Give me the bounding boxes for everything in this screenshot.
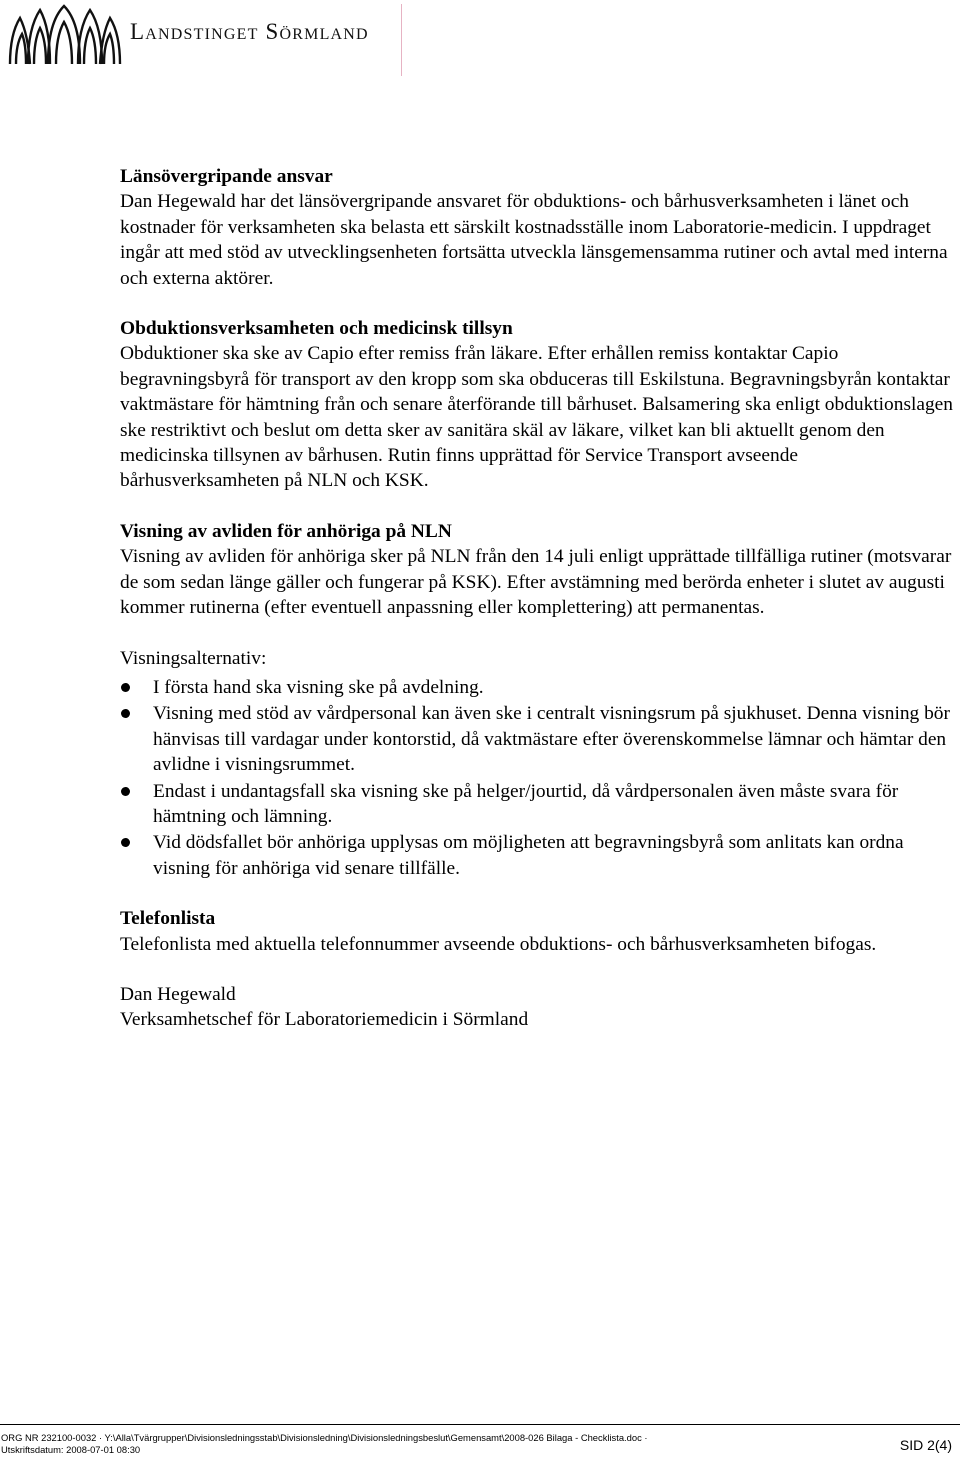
section-visning: [120, 519, 960, 621]
section-text: Obduktioner ska ske av Capio efter remiss från läkare. Efter erhållen remiss kontaktar Capio begravningsbyrå för transport av den kropp som ska obduceras till Eskilstuna. Begravningsbyrån kontaktar vaktmästare för hämtning från och senare återförande till bårhuset. Balsamering ska enligt obduktionslagen ske restriktivt och beslut om detta sker av sanitära skäl av läkare, vilket kan bli aktuellt genom den medicinska tillsynen av bårhusen. Rutin finns upprättad för Service Transport avseende bårhusverksamheten på NLN och KSK.: [120, 343, 953, 492]
section-lansovergripande: [120, 164, 960, 291]
signature-name: Dan Hegewald: [120, 983, 236, 1005]
bullet-list: [120, 675, 960, 881]
section-heading: Telefonlista: [120, 908, 216, 930]
org-name: Landstinget Sörmland: [130, 19, 369, 44]
footer-path: ORG NR 232100-0032 · Y:\Alla\Tvärgrupper\Divisionsledningsstab\Divisionsledning\Divisionsledningsbeslut\Gemensamt\2008-026 Bilaga - Checklista.doc ·: [1, 1432, 648, 1443]
document-body: [120, 164, 960, 1033]
section-visningsalternativ: [120, 646, 960, 882]
section-text: Visning av avliden för anhöriga sker på NLN från den 14 juli enligt upprättade tillfälliga rutiner (motsvarar de som sedan länge gäller och fungerar på KSK). Efter avstämning med berörda enheter i slutet av augusti kommer rutinerna (efter eventuell anpassning eller komplettering) att permanentas.: [120, 546, 952, 619]
bullet-icon: [121, 838, 130, 847]
list-item: Endast i undantagsfall ska visning ske på helger/jourtid, då vårdpersonalen även måste svara för hämtning och lämning.: [120, 779, 960, 830]
list-item: I första hand ska visning ske på avdelning.: [120, 675, 960, 700]
section-heading: Länsövergripande ansvar: [120, 166, 333, 187]
section-obduktion: [120, 316, 960, 494]
bullet-icon: [121, 787, 130, 796]
list-item: Visning med stöd av vårdpersonal kan även ske i centralt visningsrum på sjukhuset. Denna visning bör hänvisas till vardagar under kontorstid, då vaktmästare efter överenskommelse lämnar och hämtar den avlidne i visningsrummet.: [120, 701, 960, 777]
section-text: Dan Hegewald har det länsövergripande ansvaret för obduktions- och bårhusverksamheten i länet och kostnader för verksamheten ska belasta ett särskilt kostnadsställe inom Laboratorie-medicin. I uppdraget ingår att med stöd av utvecklingsenheten fortsätta utveckla länsgemensamma rutiner och avtal med interna och externa aktörer.: [120, 191, 948, 289]
section-heading: Visning av avliden för anhöriga på NLN: [120, 520, 452, 542]
footer-meta: [1, 1432, 648, 1456]
bullet-icon: [121, 683, 130, 692]
footer-print-date: Utskriftsdatum: 2008-07-01 08:30: [1, 1444, 141, 1455]
page-number: SID 2(4): [899, 1437, 952, 1453]
header-divider: [401, 4, 402, 76]
landsting-crown-logo-icon: [6, 4, 124, 68]
signature-block: [120, 982, 960, 1033]
bullet-icon: [121, 709, 130, 718]
section-telefonlista: [120, 906, 960, 957]
signature-title: Verksamhetschef för Laboratoriemedicin i Sörmland: [120, 1009, 529, 1031]
list-label: Visningsalternativ:: [120, 647, 267, 669]
section-text: Telefonlista med aktuella telefonnummer avseende obduktions- och bårhusverksamheten bifogas.: [120, 933, 877, 955]
list-item: Vid dödsfallet bör anhöriga upplysas om möjligheten att begravningsbyrå som anlitats kan ordna visning för anhöriga vid senare tillfälle.: [120, 830, 960, 881]
page-footer: [0, 1424, 960, 1459]
section-heading: Obduktionsverksamheten och medicinsk tillsyn: [120, 318, 513, 340]
